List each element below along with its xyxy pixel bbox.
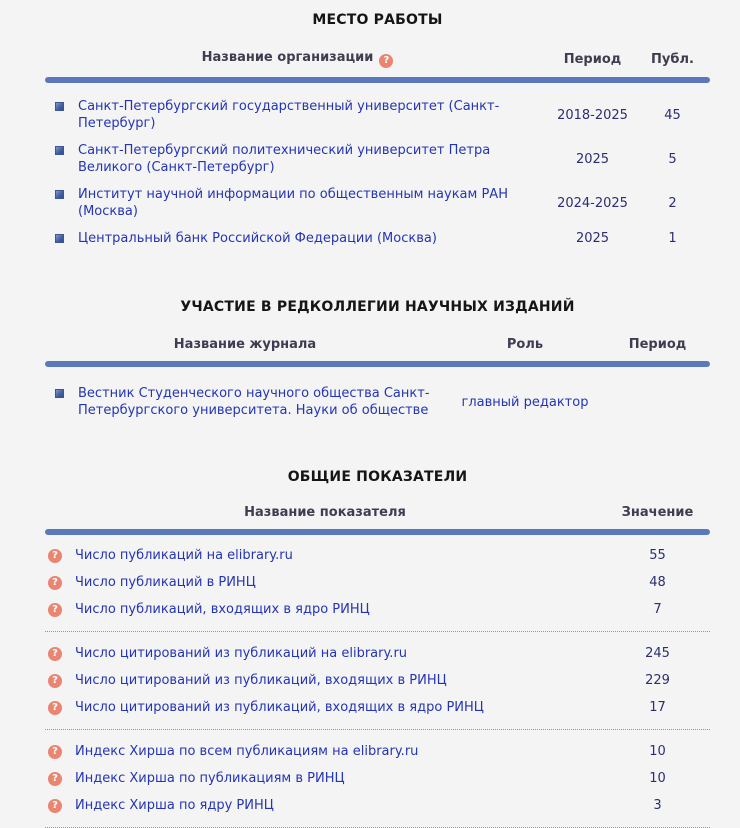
indicator-value: 55 <box>649 548 666 563</box>
indicators-title: ОБЩИЕ ПОКАЗАТЕЛИ <box>287 469 468 485</box>
organization-link[interactable]: Санкт-Петербургский политехнический университет Петра Великого (Санкт-Петербург) <box>78 143 491 175</box>
editorial-row <box>45 385 710 419</box>
indicator-label: Индекс Хирша по всем публикациям на elibrary.ru <box>75 744 419 759</box>
indicator-row <box>45 667 710 694</box>
workplace-period: 2018-2025 <box>557 107 628 123</box>
indicator-label: Индекс Хирша по публикациям в РИНЦ <box>75 771 345 786</box>
workplace-period: 2024-2025 <box>557 195 628 211</box>
help-icon[interactable]: ? <box>379 54 393 68</box>
column-header-value: Значение <box>621 505 694 520</box>
column-header-period: Период <box>628 337 687 352</box>
workplaces-section <box>45 12 710 247</box>
organization-cell <box>45 186 550 220</box>
workplaces-header-row <box>45 50 710 68</box>
header-divider <box>45 529 710 535</box>
indicator-value: 48 <box>649 575 666 590</box>
bullet-icon <box>55 389 64 398</box>
indicator-value: 3 <box>653 798 662 813</box>
help-icon[interactable]: ? <box>48 799 62 813</box>
indicator-value: 229 <box>645 673 670 688</box>
help-icon[interactable]: ? <box>48 576 62 590</box>
indicator-row <box>45 694 710 721</box>
workplaces-rows <box>45 98 710 247</box>
indicator-row <box>45 765 710 792</box>
dotted-separator <box>45 631 710 632</box>
workplace-period: 2025 <box>575 231 610 246</box>
help-icon[interactable]: ? <box>48 674 62 688</box>
indicator-label: Число цитирований из публикаций на elibrary.ru <box>75 646 408 661</box>
help-icon[interactable]: ? <box>48 745 62 759</box>
bullet-icon <box>55 190 64 199</box>
author-profile-page <box>0 12 740 828</box>
column-header-period: Период <box>563 51 622 67</box>
help-icon[interactable]: ? <box>48 772 62 786</box>
organization-cell <box>45 98 550 132</box>
editorial-header-row <box>45 337 710 352</box>
bullet-icon <box>55 234 64 243</box>
editorial-role: главный редактор <box>461 394 589 410</box>
header-divider <box>45 77 710 83</box>
help-icon[interactable]: ? <box>48 701 62 715</box>
indicators-group-hirsch <box>45 738 710 819</box>
indicator-label-cell <box>45 602 605 617</box>
indicator-label-cell <box>45 771 605 786</box>
workplace-row <box>45 230 710 247</box>
workplace-row <box>45 142 710 176</box>
indicator-label-cell <box>45 673 605 688</box>
workplace-publications-count: 5 <box>668 151 677 167</box>
column-header-journal: Название журнала <box>173 337 317 352</box>
indicator-label-cell <box>45 700 605 715</box>
indicator-label-cell <box>45 575 605 590</box>
indicator-row <box>45 640 710 667</box>
column-header-role: Роль <box>506 337 544 352</box>
journal-link[interactable]: Вестник Студенческого научного общества Санкт-Петербургского университета. Науки об обществе <box>78 386 430 418</box>
help-icon[interactable]: ? <box>48 549 62 563</box>
bullet-icon <box>55 102 64 111</box>
organization-cell <box>45 142 550 176</box>
dotted-separator <box>45 729 710 730</box>
indicators-section <box>45 469 710 828</box>
column-header-organization-label: Название организации <box>201 50 374 65</box>
organization-link[interactable]: Институт научной информации по общественным наукам РАН (Москва) <box>78 187 508 219</box>
organization-link[interactable]: Санкт-Петербургский государственный университет (Санкт-Петербург) <box>78 99 500 131</box>
indicator-label: Число публикаций в РИНЦ <box>75 575 256 590</box>
column-header-organization <box>45 50 550 68</box>
workplace-publications-count: 45 <box>664 107 681 123</box>
editorial-section <box>45 299 710 419</box>
workplace-row <box>45 186 710 220</box>
organization-link[interactable]: Центральный банк Российской Федерации (Москва) <box>78 231 437 246</box>
indicator-label-cell <box>45 548 605 563</box>
workplace-period: 2025 <box>575 151 610 167</box>
workplaces-title: МЕСТО РАБОТЫ <box>312 12 443 28</box>
organization-cell <box>45 230 550 247</box>
indicator-row <box>45 569 710 596</box>
help-icon[interactable]: ? <box>48 647 62 661</box>
indicator-row <box>45 542 710 569</box>
workplace-row <box>45 98 710 132</box>
editorial-title: УЧАСТИЕ В РЕДКОЛЛЕГИИ НАУЧНЫХ ИЗДАНИЙ <box>180 299 575 315</box>
indicator-label-cell <box>45 798 605 813</box>
header-divider <box>45 361 710 367</box>
indicator-row <box>45 738 710 765</box>
indicators-group-citations <box>45 640 710 721</box>
indicator-row <box>45 596 710 623</box>
indicator-label: Индекс Хирша по ядру РИНЦ <box>75 798 274 813</box>
indicator-label: Число публикаций на elibrary.ru <box>75 548 293 563</box>
journal-cell <box>45 385 445 419</box>
indicators-header-row <box>45 505 710 520</box>
indicator-value: 245 <box>645 646 670 661</box>
indicators-group-publications <box>45 542 710 623</box>
indicator-label-cell <box>45 744 605 759</box>
indicator-value: 17 <box>649 700 666 715</box>
indicator-label-cell <box>45 646 605 661</box>
indicator-label: Число публикаций, входящих в ядро РИНЦ <box>75 602 370 617</box>
workplace-publications-count: 1 <box>668 231 677 246</box>
column-header-indicator-name: Название показателя <box>244 505 406 520</box>
indicator-value: 7 <box>653 602 662 617</box>
indicator-label: Число цитирований из публикаций, входящих в ядро РИНЦ <box>75 700 484 715</box>
indicator-row <box>45 792 710 819</box>
workplace-publications-count: 2 <box>668 195 677 211</box>
indicator-value: 10 <box>649 771 666 786</box>
column-header-publications: Публ. <box>651 51 694 67</box>
bullet-icon <box>55 146 64 155</box>
help-icon[interactable]: ? <box>48 603 62 617</box>
indicator-label: Число цитирований из публикаций, входящих в РИНЦ <box>75 673 447 688</box>
indicator-value: 10 <box>649 744 666 759</box>
